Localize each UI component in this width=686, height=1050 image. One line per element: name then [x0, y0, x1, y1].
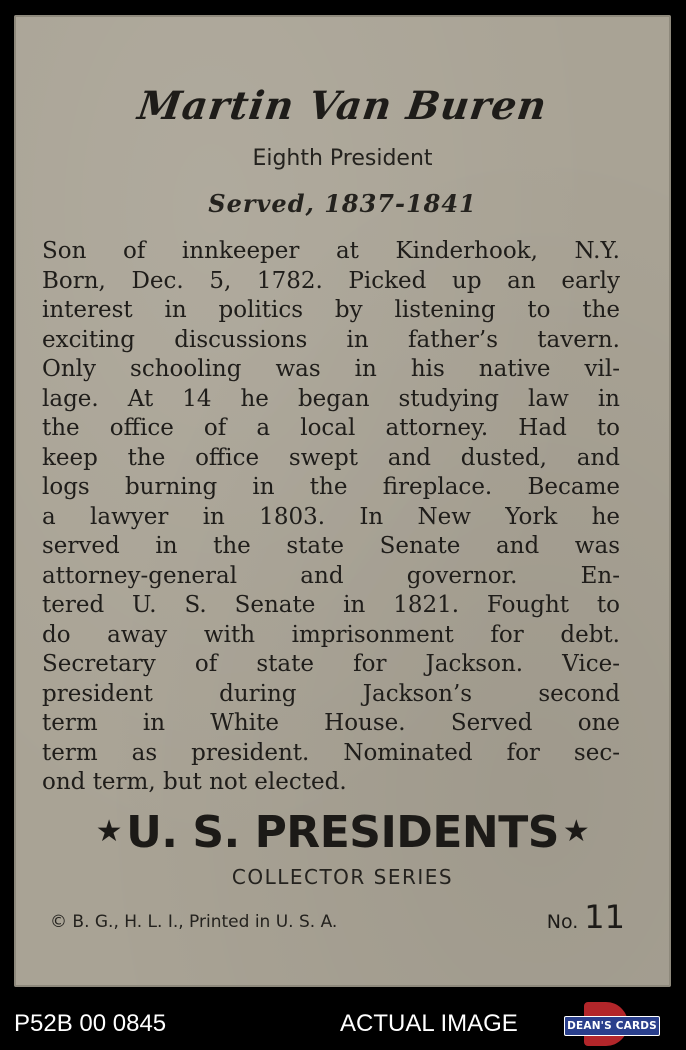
- series-title-text: U. S. PRESIDENTS: [126, 807, 559, 858]
- term-served: Served, 1837-1841: [208, 189, 477, 218]
- bio-line: Secretary of state for Jackson. Vice-: [42, 651, 620, 677]
- deans-cards-logo: [562, 1002, 662, 1046]
- president-name: Martin Van Buren: [134, 83, 551, 129]
- bio-line: the office of a local attorney. Had to: [42, 415, 620, 441]
- cert-id: P52B 00 0845: [14, 1010, 167, 1037]
- biography-text: [42, 237, 620, 798]
- card-number-value: 11: [584, 898, 625, 936]
- bio-line: Only schooling was in his native vil-: [42, 356, 620, 382]
- series-title: [14, 807, 671, 858]
- card-number-label: No.: [546, 911, 579, 933]
- bio-line: Son of innkeeper at Kinderhook, N.Y.: [42, 238, 620, 264]
- bio-line: a lawyer in 1803. In New York he: [42, 503, 620, 530]
- bio-line: logs burning in the fireplace. Became: [42, 474, 620, 500]
- president-ordinal: Eighth President: [252, 146, 433, 171]
- bio-line: exciting discussions in father’s tavern.: [42, 326, 620, 353]
- bio-line: attorney-general and governor. En-: [42, 562, 620, 589]
- bio-line: lage. At 14 he began studying law in: [42, 385, 620, 412]
- copyright-notice: © B. G., H. L. I., Printed in U. S. A.: [50, 912, 338, 932]
- card-number: [547, 898, 625, 936]
- bio-line: president during Jackson’s second: [42, 680, 620, 707]
- bio-line: ond term, but not elected.: [42, 769, 347, 795]
- star-icon: ★: [562, 814, 590, 849]
- bio-line: keep the office swept and dusted, and: [42, 444, 620, 471]
- trading-card-back: [14, 15, 671, 987]
- actual-image-label: ACTUAL IMAGE: [340, 1010, 518, 1037]
- series-subtitle: COLLECTOR SERIES: [231, 865, 454, 889]
- bio-line: Born, Dec. 5, 1782. Picked up an early: [42, 267, 620, 294]
- star-icon: ★: [95, 814, 123, 849]
- bio-line: do away with imprisonment for debt.: [42, 621, 620, 648]
- bio-line: term as president. Nominated for sec-: [42, 739, 620, 766]
- logo-banner: DEAN'S CARDS: [564, 1016, 660, 1036]
- bio-line: term in White House. Served one: [42, 710, 620, 736]
- bio-line: tered U. S. Senate in 1821. Fought to: [42, 592, 620, 618]
- bio-line: served in the state Senate and was: [42, 533, 620, 559]
- bio-line: interest in politics by listening to the: [42, 297, 620, 323]
